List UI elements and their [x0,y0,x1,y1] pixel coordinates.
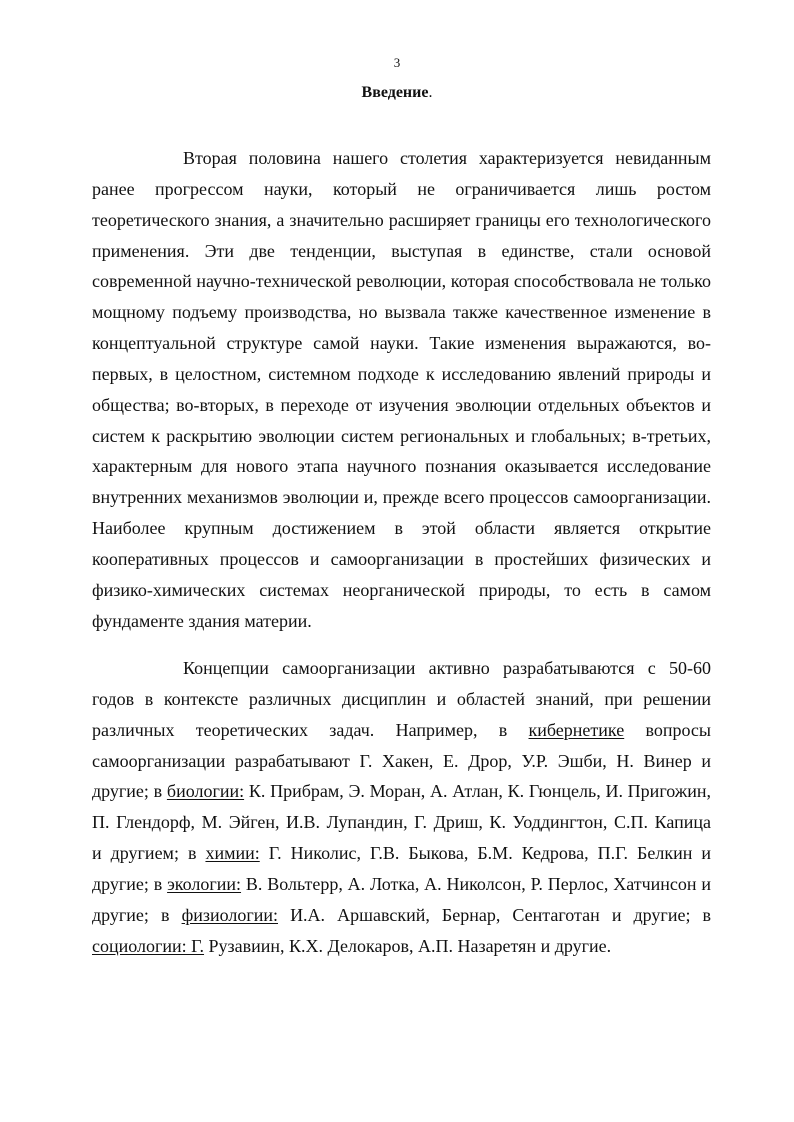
text-line: Концепции самоорганизации активно разрабатываются с 50-60 [183,658,711,678]
text-fragment: В. Вольтерр, А. Лотка, А. Николсон, Р. Перлос, Хатчинсон и [245,873,711,894]
underlined-term-biology: биологии: [166,781,245,802]
text-line: теоретического знания, а значительно расширяет границы его технологического [92,209,711,230]
text-line [92,776,711,807]
text-fragment: Рузавиин, К.Х. Делокаров, А.П. Назаретян и другие. [208,935,612,956]
page-number: 3 [393,55,401,70]
paragraph-2 [92,653,711,961]
text-line: ранее прогрессом науки, который не ограничивается лишь ростом [92,178,711,199]
text-line: Наиболее крупным достижением в этой области является открытие [92,518,711,539]
text-fragment: другие; в [92,873,163,894]
text-fragment: другие; в [92,781,163,802]
text-line: современной научно-технической революции, которая способствовала не только [92,271,711,292]
text-line [92,715,711,746]
section-title [0,84,794,102]
text-line [92,900,711,931]
text-fragment: вопросы [645,719,712,740]
text-line [92,931,711,962]
underlined-term-sociology: социологии: Г. [92,935,205,956]
text-line: П. Глендорф, М. Эйген, И.В. Лупандин, Г. Дриш, К. Уоддингтон, С.П. Капица [92,812,711,833]
text-line [92,838,711,869]
text-line: Вторая половина нашего столетия характеризуется невиданным [183,148,711,168]
text-line: внутренних механизмов эволюции и, прежде всего процессов самоорганизации. [92,487,711,508]
text-line: систем к раскрытию эволюции систем региональных и глобальных; в-третьих, [92,425,711,446]
text-line: применения. Эти две тенденции, выступая в единстве, стали основой [92,240,711,261]
text-fragment: и другием; в [92,843,197,864]
section-title-period: . [428,84,433,101]
text-line [92,869,711,900]
text-line: годов в контексте различных дисциплин и областей знаний, при решении [92,688,711,709]
text-line: мощному подъему производства, но вызвала также качественное изменение в [92,302,711,323]
underlined-term-physiology: физиологии: [181,904,278,925]
text-fragment: К. Прибрам, Э. Моран, А. Атлан, К. Гюнцель, И. Пригожин, [248,781,712,802]
text-line: первых, в целостном, системном подходе к исследованию явлений природы и [92,363,711,384]
text-line: общества; во-вторых, в переходе от изучения эволюции отдельных объектов и [92,394,711,415]
text-line: самоорганизации разрабатывают Г. Хакен, Е. Дрор, У.Р. Эшби, Н. Винер и [92,750,711,771]
text-line: характерным для нового этапа научного познания оказывается исследование [92,456,711,477]
paragraph-1 [92,143,711,637]
underlined-term-cybernetics: кибернетике [528,719,625,740]
section-title-text: Введение [361,84,429,101]
text-line: концептуальной структуре самой науки. Такие изменения выражаются, во- [92,333,711,354]
underlined-term-chemistry: химии: [205,843,260,864]
text-fragment: другие; в [92,904,170,925]
underlined-term-ecology: экологии: [167,873,242,894]
text-fragment: И.А. Аршавский, Бернар, Сентаготан и другие; в [290,904,712,925]
text-fragment: Г. Николис, Г.В. Быкова, Б.М. Кедрова, П.Г. Белкин и [268,843,711,864]
text-line: фундаменте здания материи. [92,610,312,631]
text-fragment: различных теоретических задач. Например, в [92,719,508,740]
text-line: физико-химических системах неорганической природы, то есть в самом [92,579,711,600]
text-line: кооперативных процессов и самоорганизации в простейших физических и [92,548,711,569]
